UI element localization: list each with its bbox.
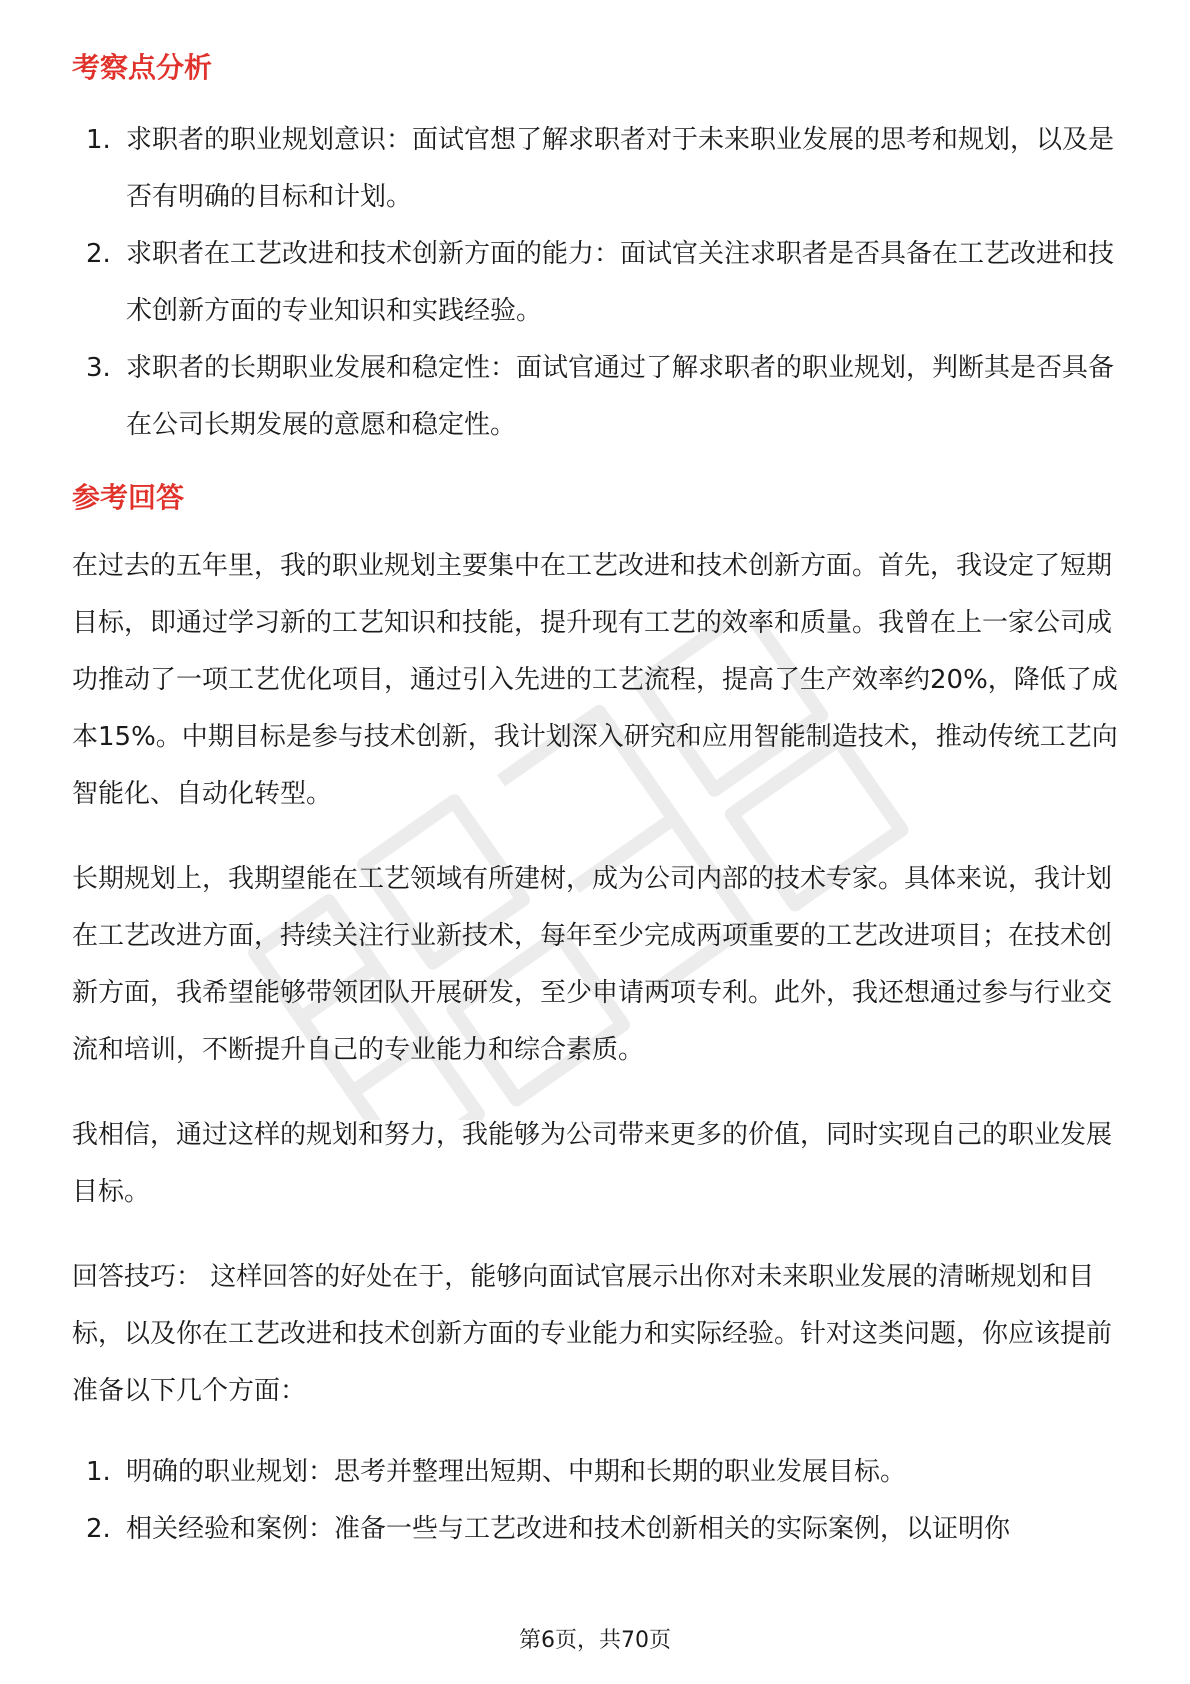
analysis-list	[72, 112, 1122, 454]
list-number: 2.	[86, 239, 111, 269]
list-item-text: 求职者在工艺改进和技术创新方面的能力：面试官关注求职者是否具备在工艺改进和技术创新方面的专业知识和实践经验。	[126, 239, 1115, 326]
list-item	[72, 340, 1122, 454]
list-item-text: 求职者的长期职业发展和稳定性：面试官通过了解求职者的职业规划，判断其是否具备在公司长期发展的意愿和稳定性。	[126, 353, 1115, 440]
list-item-text: 求职者的职业规划意识：面试官想了解求职者对于未来职业发展的思考和规划，以及是否有明确的目标和计划。	[126, 125, 1115, 212]
list-item-text: 相关经验和案例：准备一些与工艺改进和技术创新相关的实际案例，以证明你	[126, 1514, 1011, 1544]
list-number: 3.	[86, 353, 111, 383]
list-item	[72, 1501, 1122, 1558]
list-number: 2.	[86, 1514, 111, 1544]
answer-paragraph-2: 长期规划上，我期望能在工艺领域有所建树，成为公司内部的技术专家。具体来说，我计划在工艺改进方面，持续关注行业新技术，每年至少完成两项重要的工艺改进项目；在技术创新方面，我希望能够带领团队开展研发，至少申请两项专利。此外，我还想通过参与行业交流和培训，不断提升自己的专业能力和综合素质。	[72, 864, 1113, 1065]
answer-tips-paragraph: 回答技巧： 这样回答的好处在于，能够向面试官展示出你对未来职业发展的清晰规划和目标，以及你在工艺改进和技术创新方面的专业能力和实际经验。针对这类问题，你应该提前准备以下几个方面：	[72, 1262, 1113, 1406]
tips-list	[72, 1444, 1122, 1558]
list-item	[72, 1444, 1122, 1501]
list-item-text: 明确的职业规划：思考并整理出短期、中期和长期的职业发展目标。	[126, 1457, 907, 1487]
answer-paragraph-1: 在过去的五年里，我的职业规划主要集中在工艺改进和技术创新方面。首先，我设定了短期目标，即通过学习新的工艺知识和技能，提升现有工艺的效率和质量。我曾在上一家公司成功推动了一项工艺优化项目，通过引入先进的工艺流程，提高了生产效率约20%，降低了成本15%。中期目标是参与技术创新，我计划深入研究和应用智能制造技术，推动传统工艺向智能化、自动化转型。	[72, 551, 1118, 809]
list-item	[72, 226, 1122, 340]
list-item	[72, 112, 1122, 226]
section-title-answer: 参考回答	[72, 481, 185, 514]
list-number: 1.	[86, 125, 111, 155]
list-number: 1.	[86, 1457, 111, 1487]
section-title-analysis: 考察点分析	[72, 51, 213, 84]
answer-paragraph-3: 我相信，通过这样的规划和努力，我能够为公司带来更多的价值，同时实现自己的职业发展目标。	[72, 1120, 1113, 1207]
page-number-footer: 第6页，共70页	[519, 1628, 671, 1653]
document-content	[72, 44, 1122, 1558]
